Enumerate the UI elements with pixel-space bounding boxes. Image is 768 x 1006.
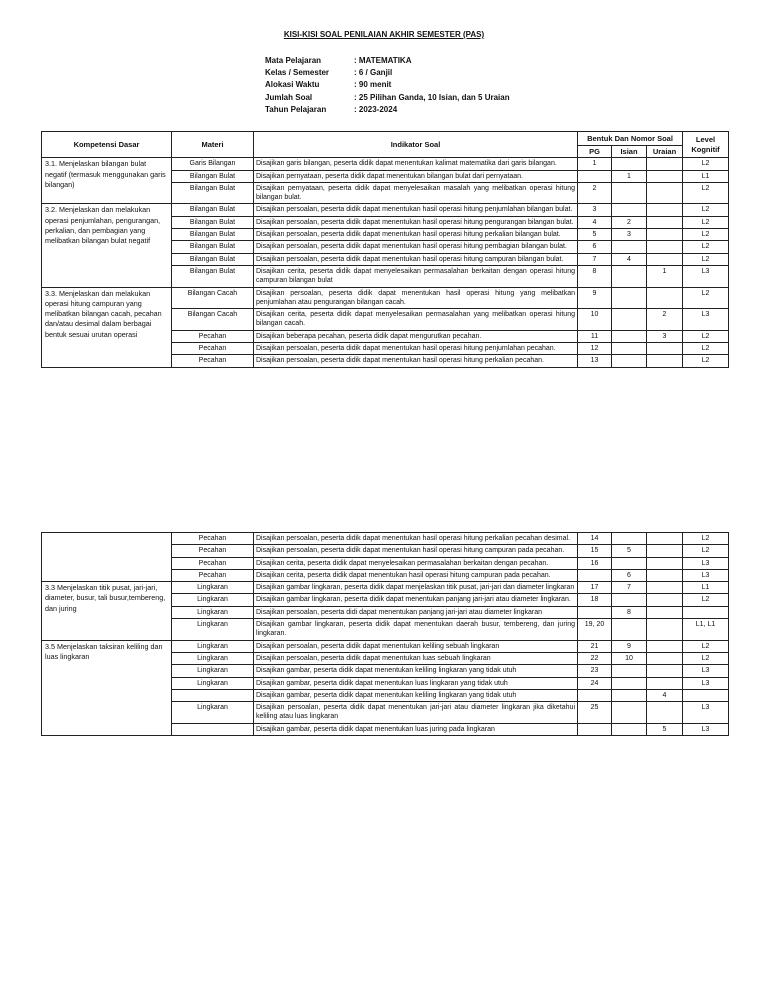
indikator-cell: Disajikan persoalan, peserta didik dapat menentukan hasil operasi hitung perkalian pecahan.: [254, 355, 578, 367]
uraian-cell: [647, 606, 683, 618]
uraian-cell: [647, 204, 683, 216]
isian-cell: 3: [612, 229, 647, 241]
pg-cell: [578, 606, 612, 618]
isian-cell: [612, 309, 647, 331]
isian-cell: [612, 343, 647, 355]
materi-cell: Bilangan Bulat: [172, 170, 254, 182]
pg-cell: 2: [578, 182, 612, 204]
level-cell: L3: [683, 702, 729, 724]
indikator-cell: Disajikan persoalan, peserta didik dapat menentukan hasil operasi hitung pengurangan bilangan bulat.: [254, 216, 578, 228]
table-row: [42, 204, 729, 216]
table-row: [42, 287, 729, 309]
header-indikator-soal: Indikator Soal: [254, 132, 578, 158]
level-cell: L2: [683, 216, 729, 228]
table-row: [42, 582, 729, 594]
info-row-year: [265, 104, 510, 116]
materi-cell: Lingkaran: [172, 665, 254, 677]
level-cell: L2: [683, 533, 729, 545]
indikator-cell: Disajikan persoalan, peserta didik dapat menentukan hasil operasi hitung perkalian pecahan desimal.: [254, 533, 578, 545]
info-label: Alokasi Waktu: [265, 80, 320, 90]
indikator-cell: Disajikan gambar, peserta didik dapat menentukan luas juring pada lingkaran: [254, 723, 578, 735]
kd-cell: 3.3 Menjelaskan titik pusat, jari-jari, diameter, busur, tali busur,tembereng, dan juring: [42, 582, 172, 640]
isian-cell: [612, 689, 647, 701]
isian-cell: [612, 241, 647, 253]
isian-cell: 4: [612, 253, 647, 265]
materi-cell: Lingkaran: [172, 652, 254, 664]
uraian-cell: [647, 253, 683, 265]
indikator-cell: Disajikan pernyataan, peserta didik dapat menentukan bilangan bulat dari pernyataan.: [254, 170, 578, 182]
pg-cell: 4: [578, 216, 612, 228]
level-cell: L2: [683, 287, 729, 309]
pg-cell: 19, 20: [578, 619, 612, 641]
isian-cell: [612, 265, 647, 287]
isian-cell: [612, 287, 647, 309]
uraian-cell: [647, 677, 683, 689]
info-value: : 25 Pilihan Ganda, 10 Isian, dan 5 Uraian: [354, 92, 510, 102]
subject-info: [265, 55, 510, 116]
pg-cell: 22: [578, 652, 612, 664]
level-cell: L2: [683, 253, 729, 265]
pg-cell: 17: [578, 582, 612, 594]
materi-cell: Bilangan Bulat: [172, 253, 254, 265]
level-cell: L3: [683, 677, 729, 689]
info-value: : MATEMATIKA: [354, 56, 412, 65]
pg-cell: 25: [578, 702, 612, 724]
level-cell: L1, L1: [683, 619, 729, 641]
isian-cell: [612, 158, 647, 170]
isian-cell: 8: [612, 606, 647, 618]
pg-cell: 1: [578, 158, 612, 170]
pg-cell: 15: [578, 545, 612, 557]
header-bentuk-nomor-soal: Bentuk Dan Nomor Soal: [578, 132, 683, 146]
isian-cell: [612, 557, 647, 569]
materi-cell: Bilangan Bulat: [172, 204, 254, 216]
materi-cell: Lingkaran: [172, 640, 254, 652]
kd-cell: 3.1. Menjelaskan bilangan bulat negatif (termasuk menggunakan garis bilangan): [42, 158, 172, 204]
isian-cell: 5: [612, 545, 647, 557]
isian-cell: [612, 665, 647, 677]
level-cell: L2: [683, 355, 729, 367]
indikator-cell: Disajikan gambar, peserta didik dapat menentukan luas lingkaran yang tidak utuh: [254, 677, 578, 689]
pg-cell: 6: [578, 241, 612, 253]
indikator-cell: Disajikan cerita, peserta didik dapat menentukan hasil operasi hitung campuran pada pecahan.: [254, 569, 578, 581]
indikator-cell: Disajikan persoalan, peserta didik dapat menentukan hasil operasi hitung pembagian bilangan bulat.: [254, 241, 578, 253]
materi-cell: Lingkaran: [172, 582, 254, 594]
uraian-cell: 5: [647, 723, 683, 735]
kd-cell: 3.3. Menjelaskan dan melakukan operasi hitung campuran yang melibatkan bilangan cacah, pecahan dan/atau desimal dalam berbagai bentuk sesuai urutan operasi: [42, 287, 172, 367]
level-cell: L1: [683, 170, 729, 182]
indikator-cell: Disajikan garis bilangan, peserta didik dapat menentukan kalimat matematika dari garis bilangan.: [254, 158, 578, 170]
materi-cell: Lingkaran: [172, 702, 254, 724]
uraian-cell: 4: [647, 689, 683, 701]
uraian-cell: [647, 594, 683, 606]
level-cell: L2: [683, 204, 729, 216]
uraian-cell: [647, 182, 683, 204]
materi-cell: Pecahan: [172, 569, 254, 581]
info-label: Jumlah Soal: [265, 92, 313, 102]
pg-cell: [578, 689, 612, 701]
header-isian: Isian: [612, 146, 647, 158]
pg-cell: [578, 170, 612, 182]
pg-cell: 3: [578, 204, 612, 216]
indikator-cell: Disajikan gambar, peserta didik dapat menentukan keliling lingkaran yang tidak utuh: [254, 689, 578, 701]
uraian-cell: [647, 582, 683, 594]
level-cell: L2: [683, 229, 729, 241]
isian-cell: [612, 723, 647, 735]
uraian-cell: [647, 216, 683, 228]
indikator-cell: Disajikan gambar lingkaran, peserta didik dapat menentukan daerah busur, tembereng, dan juring lingkaran.: [254, 619, 578, 641]
indikator-cell: Disajikan persoalan, peserta didik dapat menentukan keliling sebuah lingkaran: [254, 640, 578, 652]
materi-cell: Bilangan Bulat: [172, 241, 254, 253]
info-row-time: [265, 79, 510, 91]
indikator-cell: Disajikan persoalan, peserta didik dapat menentukan jari-jari atau diameter lingkaran jika diketahui keliling atau luas lingkaran: [254, 702, 578, 724]
indikator-cell: Disajikan persoalan, peserta didik dapat menentukan hasil operasi hitung campuran pada pecahan.: [254, 545, 578, 557]
indikator-cell: Disajikan persoalan, peserta didi dapat menentukan panjang jari-jari atau diameter lingkaran: [254, 606, 578, 618]
uraian-cell: [647, 557, 683, 569]
indikator-cell: Disajikan gambar lingkaran, peserta didik dapat menjelaskan titik pusat, jari-jari dan diameter lingkaran: [254, 582, 578, 594]
info-row-count: [265, 92, 510, 104]
indikator-cell: Disajikan beberapa pecahan, peserta didik dapat mengurutkan pecahan.: [254, 330, 578, 342]
uraian-cell: [647, 287, 683, 309]
uraian-cell: [647, 545, 683, 557]
materi-cell: Bilangan Bulat: [172, 265, 254, 287]
header-materi: Materi: [172, 132, 254, 158]
isian-cell: [612, 702, 647, 724]
uraian-cell: [647, 355, 683, 367]
indikator-cell: Disajikan persoalan, peserta didik dapat menentukan hasil operasi hitung campuran bilangan bulat.: [254, 253, 578, 265]
uraian-cell: [647, 665, 683, 677]
pg-cell: 12: [578, 343, 612, 355]
materi-cell: [172, 723, 254, 735]
uraian-cell: [647, 241, 683, 253]
header-level-kognitif: Level Kognitif: [683, 132, 729, 158]
kisi-table-page-2: [41, 532, 729, 736]
level-cell: L2: [683, 594, 729, 606]
header-uraian: Uraian: [647, 146, 683, 158]
uraian-cell: 2: [647, 309, 683, 331]
materi-cell: Lingkaran: [172, 677, 254, 689]
pg-cell: 21: [578, 640, 612, 652]
isian-cell: 10: [612, 652, 647, 664]
pg-cell: 13: [578, 355, 612, 367]
pg-cell: 18: [578, 594, 612, 606]
level-cell: [683, 689, 729, 701]
uraian-cell: [647, 343, 683, 355]
indikator-cell: Disajikan persoalan, peserta didik dapat menentukan hasil operasi hitung penjumlahan bilangan bulat.: [254, 204, 578, 216]
header-pg: PG: [578, 146, 612, 158]
materi-cell: [172, 689, 254, 701]
isian-cell: [612, 355, 647, 367]
isian-cell: [612, 594, 647, 606]
info-value: : 2023-2024: [354, 104, 398, 114]
info-label: Tahun Pelajaran: [265, 104, 327, 114]
materi-cell: Pecahan: [172, 557, 254, 569]
isian-cell: [612, 330, 647, 342]
isian-cell: 2: [612, 216, 647, 228]
table-row: [42, 158, 729, 170]
indikator-cell: Disajikan gambar, peserta didik dapat menentukan keliling lingkaran yang tidak utuh: [254, 665, 578, 677]
info-row-subject: [265, 55, 510, 67]
materi-cell: Pecahan: [172, 330, 254, 342]
level-cell: L3: [683, 665, 729, 677]
level-cell: L2: [683, 652, 729, 664]
level-cell: [683, 606, 729, 618]
level-cell: L2: [683, 182, 729, 204]
kd-cell: 3.2. Menjelaskan dan melakukan operasi penjumlahan, pengurangan, perkalian, dan pembagian yang melibatkan bilangan bulat negatif: [42, 204, 172, 287]
materi-cell: Bilangan Bulat: [172, 229, 254, 241]
pg-cell: 11: [578, 330, 612, 342]
uraian-cell: [647, 158, 683, 170]
indikator-cell: Disajikan cerita, peserta didik dapat menyelesaikan permasalahan berkaitan dengan pecahan.: [254, 557, 578, 569]
uraian-cell: [647, 533, 683, 545]
header-kompetensi-dasar: Kompetensi Dasar: [42, 132, 172, 158]
level-cell: L3: [683, 265, 729, 287]
pg-cell: [578, 569, 612, 581]
kd-cell: [42, 533, 172, 582]
materi-cell: Pecahan: [172, 355, 254, 367]
materi-cell: Lingkaran: [172, 606, 254, 618]
uraian-cell: [647, 652, 683, 664]
indikator-cell: Disajikan cerita, peserta didik dapat menyelesaikan permasalahan berkaitan dengan operasi hitung campuran bilangan bulat: [254, 265, 578, 287]
uraian-cell: [647, 170, 683, 182]
materi-cell: Pecahan: [172, 533, 254, 545]
indikator-cell: Disajikan pernyataan, peserta didik dapat menyelesaikan masalah yang melibatkan operasi hitung bilangan bulat.: [254, 182, 578, 204]
pg-cell: 10: [578, 309, 612, 331]
level-cell: L2: [683, 158, 729, 170]
level-cell: L3: [683, 557, 729, 569]
pg-cell: 14: [578, 533, 612, 545]
pg-cell: [578, 723, 612, 735]
isian-cell: 9: [612, 640, 647, 652]
table-row: [42, 533, 729, 545]
indikator-cell: Disajikan persoalan, peserta didik dapat menentukan luas sebuah lingkaran: [254, 652, 578, 664]
pg-cell: 7: [578, 253, 612, 265]
level-cell: L2: [683, 640, 729, 652]
uraian-cell: 3: [647, 330, 683, 342]
materi-cell: Bilangan Cacah: [172, 309, 254, 331]
level-cell: L2: [683, 545, 729, 557]
level-cell: L2: [683, 343, 729, 355]
indikator-cell: Disajikan gambar lingkaran, peserta didik dapat menentukan panjang jari-jari atau diameter lingkaran.: [254, 594, 578, 606]
materi-cell: Lingkaran: [172, 594, 254, 606]
isian-cell: [612, 182, 647, 204]
level-cell: L3: [683, 309, 729, 331]
info-value: : 90 menit: [354, 80, 392, 90]
uraian-cell: [647, 229, 683, 241]
isian-cell: 1: [612, 170, 647, 182]
uraian-cell: [647, 569, 683, 581]
isian-cell: [612, 619, 647, 641]
pg-cell: 8: [578, 265, 612, 287]
level-cell: L3: [683, 569, 729, 581]
isian-cell: [612, 677, 647, 689]
materi-cell: Bilangan Bulat: [172, 182, 254, 204]
isian-cell: [612, 533, 647, 545]
uraian-cell: [647, 640, 683, 652]
uraian-cell: 1: [647, 265, 683, 287]
isian-cell: 7: [612, 582, 647, 594]
uraian-cell: [647, 702, 683, 724]
kisi-table-page-1: [41, 131, 729, 368]
pg-cell: 23: [578, 665, 612, 677]
pg-cell: 16: [578, 557, 612, 569]
pg-cell: 9: [578, 287, 612, 309]
indikator-cell: Disajikan cerita, peserta didik dapat menyelesaikan permasalahan yang melibatkan operasi hitung bilangan cacah.: [254, 309, 578, 331]
indikator-cell: Disajikan persoalan, peserta didik dapat menentukan hasil operasi hitung yang melibatkan penjumlahan atau pengurangan bilangan cacah.: [254, 287, 578, 309]
materi-cell: Garis Bilangan: [172, 158, 254, 170]
materi-cell: Pecahan: [172, 343, 254, 355]
info-value: : 6 / Ganjil: [354, 68, 393, 78]
level-cell: L3: [683, 723, 729, 735]
indikator-cell: Disajikan persoalan, peserta didik dapat menentukan hasil operasi hitung penjumlahan pecahan.: [254, 343, 578, 355]
info-row-class: [265, 67, 510, 79]
table-row: [42, 640, 729, 652]
level-cell: L1: [683, 582, 729, 594]
pg-cell: 24: [578, 677, 612, 689]
level-cell: L2: [683, 330, 729, 342]
materi-cell: Pecahan: [172, 545, 254, 557]
materi-cell: Bilangan Cacah: [172, 287, 254, 309]
uraian-cell: [647, 619, 683, 641]
isian-cell: [612, 204, 647, 216]
materi-cell: Lingkaran: [172, 619, 254, 641]
info-label: Mata Pelajaran: [265, 56, 322, 65]
kd-cell: 3.5 Menjelaskan taksiran keliling dan luas lingkaran: [42, 640, 172, 735]
document-title: KISI-KISI SOAL PENILAIAN AKHIR SEMESTER (PAS): [283, 30, 485, 39]
materi-cell: Bilangan Bulat: [172, 216, 254, 228]
pg-cell: 5: [578, 229, 612, 241]
info-label: Kelas / Semester: [265, 68, 330, 78]
level-cell: L2: [683, 241, 729, 253]
indikator-cell: Disajikan persoalan, peserta didik dapat menentukan hasil operasi hitung perkalian bilangan bulat.: [254, 229, 578, 241]
isian-cell: 6: [612, 569, 647, 581]
